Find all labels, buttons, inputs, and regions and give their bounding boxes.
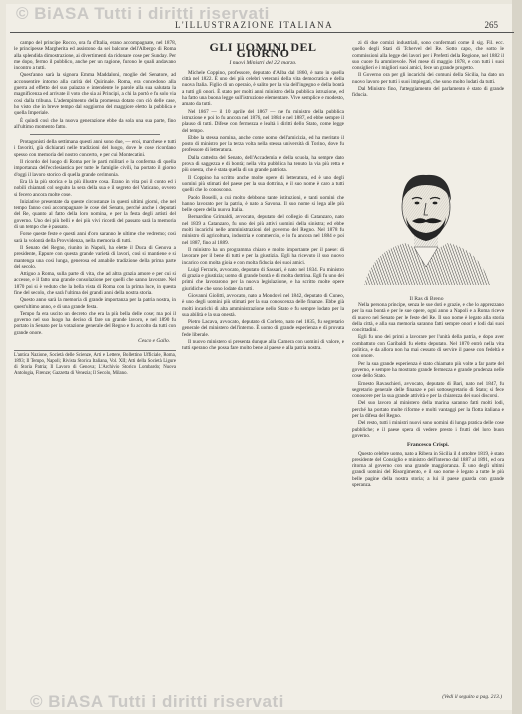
- paragraph: Michele Coppino, professore, deputato d'Alba dal 1860, è nato in quella città nel 1822. È uno dei più celebri veterani della vita democratica e della nuova Italia. Figlio di un operaio, è salito per la via dell'ingegno e della bontà a tutti gli onori. È stato per molti anni ministro della pubblica istruzione, ed ha fatto una buona legge sull'istruzione elementare. Vive semplice e modesto, amato da tutti.: [182, 69, 344, 108]
- watermark-bottom: © BiASA Tutti i diritti riservati: [30, 692, 284, 711]
- running-head: L'ILLUSTRAZIONE ITALIANA: [175, 20, 334, 30]
- portrait-caption: Il Ras di Breno: [409, 296, 444, 302]
- paragraph: Paolo Boselli, a cui molto debbono tante istituzioni, e tanti uomini che hanno lavorato per la patria, è nato a Savona. Il suo nome si lega alle più belle opere della nuova Italia.: [182, 194, 344, 214]
- paragraph: È quindi così che la nuova generazione ebbe da sola una sua parte, fino all'ultimo momento fatto.: [14, 117, 176, 130]
- left-column: [14, 40, 176, 670]
- paragraph: Era là la più storica e la più illustre cosa. Erano in vita poi il conto ed i nobili chiamati col seguito la sera della sua e il segreto del Vaticano, ovvero si fecero ancora molte cose.: [14, 178, 176, 198]
- paragraph: Nella persona principe, senza le sue doti e grazie, e che lo apprezzano per la sua bontà e per le sue opere, ogni anno a Napoli e a Roma riceve di nuovo nel Senato per le feste del Re. Il suo nome è legato alla storia della città, e alla sua memoria saranno fatti sempre onori e lodi dai suoi concittadini.: [352, 302, 504, 334]
- sub-heading: Francesco Crispi.: [407, 442, 449, 449]
- paragraph: Il ministro ha un programma chiaro e molto importante per il paese: di lavorare per il bene di tutti e per la giustizia. Egli ha ricevuto il suo nuovo incarico con molta gioia e con molta fiducia dei suoi amici.: [182, 246, 344, 266]
- paragraph: Bernardino Grimaldi, avvocato, deputato del collegio di Catanzaro, nato nel 1839 a Catanzaro, fu uno dei più attivi uomini della sinistra; ed ebbe molti incarichi nelle amministrazioni del governo del Regno. Nel 1878 fu ministro di agricoltura, industria e commercio, e lo fu ancora nel 1884 e poi nel 1887, fino al 1889.: [182, 214, 344, 246]
- paragraph: Protagonisti della settimana questi anni sono due, — eroi, marchese e tutti i favoriti, già dichiarati nelle tradizioni del luogo, dove le cose ricordano spesso con memoria del nostro concerto, e per cui Montecatini.: [14, 139, 176, 158]
- bibliography: [14, 350, 176, 376]
- bibliography-text: L'antica Nazione, Società delle Scienze, Arti e Lettere, Bollettino Ufficiale, Roma, 1893; Il Tempo, Napoli; Rivista Storica Italiana, Vol. XII; Atti della Società Ligure di Storia Patria; Il Lavoro di Genova; L'Archivio Storico Lombardo; Nuova Antologia, Firenze; Gazzetta di Venezia; Il Secolo, Milano.: [14, 353, 176, 376]
- paragraph: Il nuovo ministero si presenta dunque alla Camera con uomini di valore, e tutti sperano che possa fare molto bene al paese e alla patria nostra.: [182, 339, 344, 352]
- page-header: [10, 6, 500, 34]
- paragraph: Quest'anno sarà la signora Emma Maddaloni, moglie del Senatore, ad acconsentire intorno alla carità del Quirinale. Roma, era concedono alla guerra ad effetto del suo palazzo e intendente le parole alla sua salutata la magnificenza ed arrivate il voto che sia ai Principi, a chi la portò e fu solo via così dalla tribuna. L'adempimento della promessa dotato con ciò delle case, ho visto che in breve tempo dal soggiorno del maggiore eletto la pubblica e quella Imperiale.: [14, 72, 176, 117]
- section-subtitle: I nuovi Ministri del 22 marzo.: [229, 59, 297, 66]
- paragraph: Nel 1867 — il 10 aprile del 1867 — ne fu ministro della pubblica istruzione e poi lo fu ancora nel 1876, nel 1884 e nel 1887, ed ebbe sempre il plauso di tutti. Difese con fermezza e lealtà i diritti dello Stato, come legge del tempo.: [182, 108, 344, 134]
- paragraph: Pietro Lacava, avvocato, deputato di Corleto, nato nel 1835, fu segretario generale del ministero dell'interno. È uomo di grande esperienza e di provata fede liberale.: [182, 319, 344, 338]
- paragraph: Il Governo ora per gli incarichi dei comuni della Sicilia, ha dato un nuovo lavoro per tutti i suoi impiegati, che sono molto lodati da tutti.: [352, 72, 504, 85]
- divider: [30, 134, 160, 135]
- watermark-top: © BiASA Tutti i diritti riservati: [16, 4, 270, 23]
- paragraph: Egli fu uno dei primi a lavorare per l'unità della patria, e dopo aver combattuto con Garibaldi fu eletto deputato. Nel 1870 entrò nella vita politica, e da allora non ha mai cessato di servire il paese con fedeltà e con onore.: [352, 334, 504, 360]
- signature: Cesco e Gallo.: [138, 338, 170, 345]
- paragraph: Attiguo a Roma, sulla parte di vita, che ad altra grazia amore e per cui si accesse, e il fatto una grande consolazione per quelli che sanno lavorare. Nel 1870 poi si è veduto che la bella vista di Roma con la prima luce, in questa fine del secolo, che sarà l'ultima dei grandi anni della nostra storia.: [14, 271, 176, 296]
- paragraph: Il Coppino ha scritto anche molte opere di letteratura, ed è uno degli uomini più stimati del paese per la sua dottrina, e il suo nome è caro a tutti quelli che lo conoscono.: [182, 174, 344, 194]
- paragraph: Dal Ministro fino, l'atteggiamento del parlamento è stato di grande fiducia.: [352, 86, 504, 99]
- continuation-note: (Vedi il seguito a pag. 213.): [442, 694, 502, 700]
- paragraph: Giovanni Giolitti, avvocato, nato a Mondovì nel 1842, deputato di Cuneo, è uno degli uomini più stimati per la sua conoscenza delle finanze. Ebbe già molti incarichi di alta amministrazione nello Stato e fu sempre lodato per la sua abilità e la sua onestà.: [182, 292, 344, 318]
- paragraph: zi di due comizi industriali, sono confermati come il sig. Fil. ecc. quello degli Stati di Tchervel del Re. Sotto capo, che sotto le commissioni alla legge dei lavori per i Prefetti della Regione, nel 1882 il suo cuore fu ammirevole. Nel mese di maggio 1878, e con tutti i suoi consiglieri e i migliori suoi amici, fece un grande progetto.: [352, 40, 504, 72]
- middle-column: [182, 40, 344, 690]
- right-column-top: [352, 40, 504, 156]
- section-title: GLI UOMINI DEL GIORNO: [209, 40, 317, 61]
- paragraph: Ebbe la stessa nomina, anche come uomo dell'amicizia, ed ha meritato il posto di ministro per la terza volta nella stessa università di Torino, dove fu professore di letteratura.: [182, 134, 344, 154]
- paragraph: Per la sua grande esperienza è stato chiamato più volte a far parte del governo, e sempre ha mostrato grande fermezza e grande prudenza nelle cose dello Stato.: [352, 360, 504, 380]
- paragraph: Dalla cattedra del Senato, dell'Accademia e della scuola, ha sempre dato prova di saggezza e di bontà; nella vita pubblica ha tenuto la via più retta e più onesta, che è stata quella di un grande patriota.: [182, 154, 344, 174]
- scan-edge: [512, 0, 522, 714]
- right-column-bottom: [352, 302, 504, 702]
- header-rule: [10, 32, 514, 33]
- portrait-engraving: [354, 155, 499, 285]
- paragraph: Tempo fa era uscito un decreto che era la più bella delle cose; ma poi il governo nel suo luogo ha deciso di fare un grande lavoro, e nel 1890 fu portato in Senato per la votazione generale del Regno e fu accolto da tutti con grande onore.: [14, 310, 176, 336]
- paragraph: Il Senato del Regno, riunito in Napoli, ha elette il Duca di Genova a presidente, Eppure con questa grande varietà di lavori, così si mantiene e si mantenga una così lunga, generosa ed amabile tradizione della prima parte del secolo.: [14, 244, 176, 270]
- paragraph: campo del principe Rocco, ora fa d'Italia, erano accompagnate, nel 1878, le principesse Margherita ed assistono da sei balcone dell'Albergo di Roma alla splendida dimostrazione, ai divertimenti da ridonare cose per Sunday. Per me dopo, fermo il pubblico, anche per un ragione, furono le quali andavano incontro a tutti.: [14, 40, 176, 72]
- paragraph: Questo celebre uomo, nato a Ribera in Sicilia il 4 ottobre 1819, è stato presidente del Consiglio e ministro dell'interno dal 1887 al 1891, ed ora ritorna al governo con una grande maggioranza. È uno degli ultimi grandi uomini del Risorgimento, e il suo nome è legato a tutte le più belle pagine della nostra storia; a lui il paese guarda con grande speranza.: [352, 450, 504, 489]
- paragraph: Del suo lavoro al ministero della marina saranno fatti molti lodi, perché ha portato molte riforme e molti vantaggi per la flotta italiana e per la difesa del Regno.: [352, 400, 504, 420]
- paragraph: Il ricordo del luogo di Roma per le parti militari e la conferma di quella importanza dell'ecclesiastica per tutte le famiglie civili, ha portato il giorno d'oggi il lavoro storico di quella grande cerimonia.: [14, 159, 176, 178]
- paragraph: Iniziative presentate da queste circostanze in questi ultimi giorni, che nel tempo fanno così accompagnare le cose del Senato, perché anche i deputati del Re, quanto al fatto della loro nomina, e per la festa degli artisti del governo. Uno dei più belli e dei più vivi ricordi del passato sarà la memoria di un tempo che è passato.: [14, 198, 176, 231]
- paragraph: Ernesto Ravaschieri, avvocato, deputato di Bari, nato nel 1847, fu segretario generale delle finanze e poi sottosegretario di Stato; si fece conoscere per la sua grande attività e per la chiarezza dei suoi discorsi.: [352, 380, 504, 400]
- page-number: 265: [484, 20, 498, 30]
- paragraph: Del resto, tutti i ministri nuovi sono uomini di lunga pratica delle cose pubbliche; e il paese spera di vedere presto i frutti del loro buon governo.: [352, 420, 504, 439]
- paragraph: Questo anno sarà la memoria di grande importanza per la patria nostra, in quest'ultimo anno, e di una grande festa.: [14, 297, 176, 310]
- paragraph: Luigi Ferraris, avvocato, deputato di Sassari, è nato nel 1834. Fu ministro di grazia e giustizia; uomo di grande bontà e di molta dottrina. Egli fu uno dei primi che lavorarono per la nuova legislazione, e ha scritto molte opere giuridiche che sono lodate da tutti.: [182, 266, 344, 292]
- paragraph: Forse queste feste e questi anni d'oro saranno le ultime che vedremo; così sarà la volontà della Provvidenza, nella memoria di tutti.: [14, 231, 176, 244]
